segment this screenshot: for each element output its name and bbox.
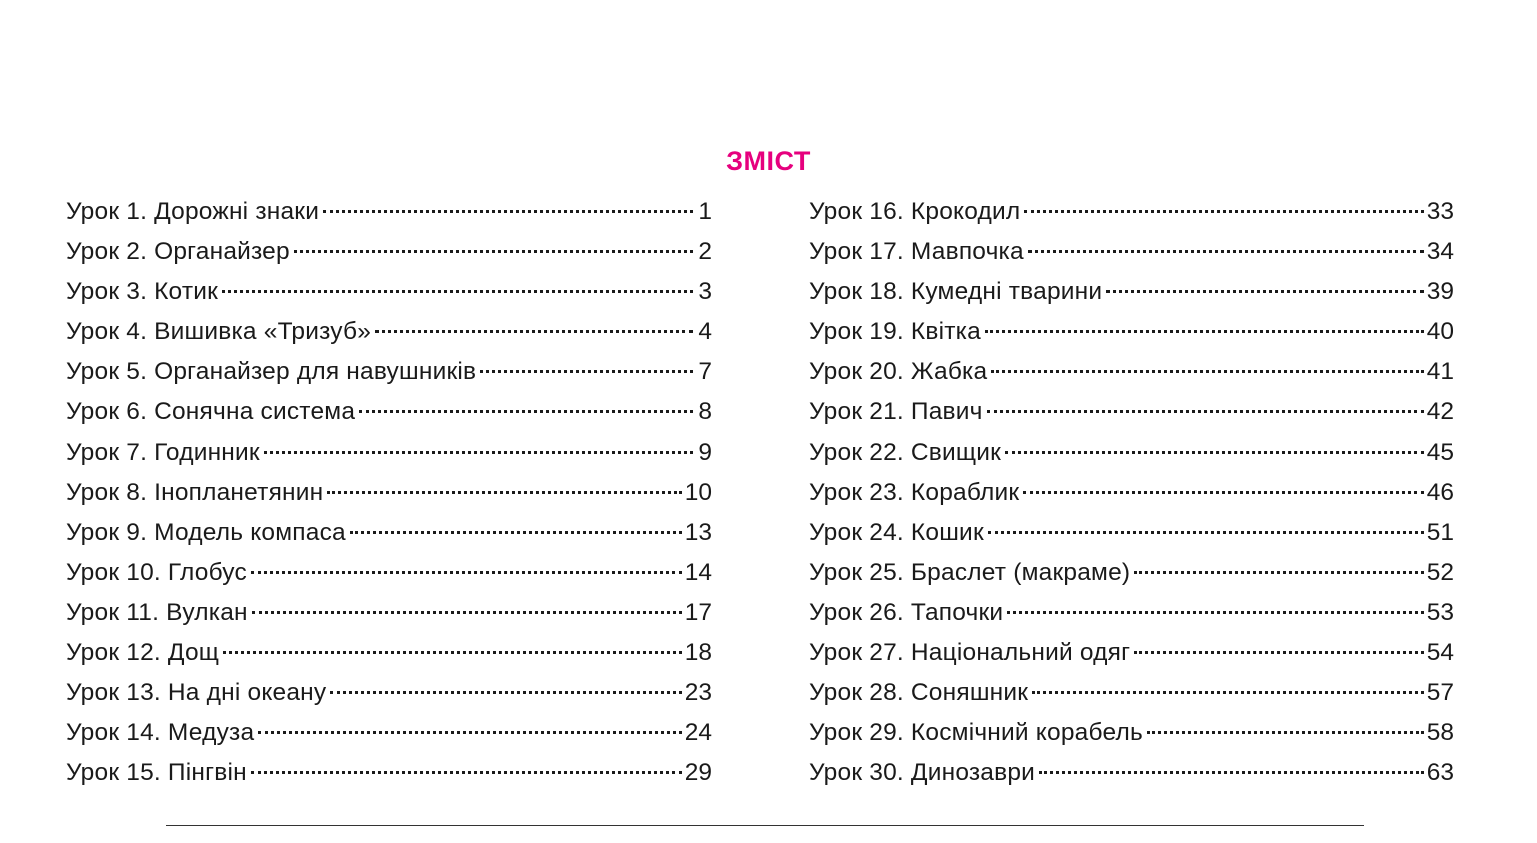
dot-leader — [1134, 571, 1423, 574]
toc-entry-page-number: 52 — [1426, 558, 1454, 586]
toc-right-column — [809, 192, 1454, 793]
toc-entry-page-number: 45 — [1426, 438, 1454, 466]
toc-entry-title: Урок 27. Національний одяг — [809, 639, 1131, 667]
dot-leader — [222, 290, 693, 293]
toc-entry-page-number: 14 — [684, 558, 712, 586]
toc-entry-title: Урок 23. Кораблик — [809, 478, 1020, 506]
dot-leader — [251, 771, 682, 774]
dot-leader — [323, 210, 693, 213]
toc-entry[interactable] — [66, 312, 712, 352]
toc-entry-title: Урок 30. Динозаври — [809, 759, 1036, 787]
toc-entry-page-number: 58 — [1426, 719, 1454, 747]
toc-entry-page-number: 40 — [1426, 318, 1454, 346]
toc-entry-page-number: 34 — [1426, 238, 1454, 266]
toc-entry[interactable] — [66, 633, 712, 673]
toc-entry-title: Урок 3. Котик — [66, 278, 219, 306]
toc-entry-title: Урок 13. На дні океану — [66, 679, 327, 707]
toc-entry[interactable] — [809, 272, 1454, 312]
toc-entry-title: Урок 19. Квітка — [809, 318, 981, 346]
toc-entry[interactable] — [66, 232, 712, 272]
toc-entry[interactable] — [66, 433, 712, 473]
toc-entry-page-number: 57 — [1426, 679, 1454, 707]
toc-entry-title: Урок 17. Мавпочка — [809, 238, 1024, 266]
toc-title: ЗМІСТ — [726, 146, 811, 176]
toc-entry-title: Урок 5. Органайзер для навушників — [66, 358, 477, 386]
dot-leader — [375, 330, 693, 333]
toc-entry-title: Урок 16. Крокодил — [809, 198, 1021, 225]
toc-entry-page-number: 8 — [698, 398, 712, 426]
toc-entry-title: Урок 24. Кошик — [809, 518, 984, 546]
dot-leader — [258, 731, 681, 734]
dot-leader — [480, 370, 693, 373]
toc-entry-page-number: 53 — [1426, 598, 1454, 626]
toc-entry[interactable] — [809, 673, 1454, 713]
toc-entry-title: Урок 10. Глобус — [66, 558, 247, 586]
dot-leader — [988, 531, 1424, 534]
toc-entry-page-number: 13 — [684, 518, 712, 546]
toc-entry-title: Урок 18. Кумедні тварини — [809, 278, 1103, 306]
toc-entry[interactable] — [66, 352, 712, 392]
toc-entry[interactable] — [809, 713, 1454, 753]
toc-entry-page-number: 18 — [684, 639, 712, 667]
toc-entry-title: Урок 26. Тапочки — [809, 598, 1004, 626]
toc-entry-title: Урок 28. Соняшник — [809, 679, 1029, 707]
toc-left-column — [66, 192, 712, 793]
toc-entry-page-number: 54 — [1426, 639, 1454, 667]
toc-entry[interactable] — [809, 192, 1454, 232]
toc-entry-page-number: 9 — [698, 438, 712, 466]
dot-leader — [991, 370, 1423, 373]
toc-entry[interactable] — [809, 473, 1454, 513]
toc-entry[interactable] — [66, 713, 712, 753]
toc-entry-title: Урок 14. Медуза — [66, 719, 255, 747]
dot-leader — [350, 531, 682, 534]
toc-entry[interactable] — [66, 593, 712, 633]
toc-entry[interactable] — [809, 232, 1454, 272]
toc-entry-title: Урок 11. Вулкан — [66, 598, 248, 626]
toc-entry-title: Урок 22. Свищик — [809, 438, 1002, 466]
dot-leader — [987, 410, 1424, 413]
dot-leader — [1007, 611, 1423, 614]
toc-entry-page-number: 51 — [1426, 518, 1454, 546]
toc-entry[interactable] — [66, 753, 712, 793]
dot-leader — [1023, 491, 1423, 494]
dot-leader — [1005, 451, 1424, 454]
toc-entry-page-number: 39 — [1426, 278, 1454, 306]
dot-leader — [251, 571, 682, 574]
toc-entry-page-number: 42 — [1426, 398, 1454, 426]
dot-leader — [327, 491, 681, 494]
toc-entry[interactable] — [809, 593, 1454, 633]
toc-entry[interactable] — [66, 392, 712, 432]
dot-leader — [264, 451, 693, 454]
toc-entry-title: Урок 21. Павич — [809, 398, 983, 426]
toc-entry[interactable] — [809, 753, 1454, 793]
toc-entry-title: Урок 25. Браслет (макраме) — [809, 558, 1131, 586]
toc-entry-page-number: 4 — [698, 318, 712, 346]
toc-entry-title: Урок 20. Жабка — [809, 358, 988, 386]
toc-entry-title: Урок 2. Органайзер — [66, 238, 290, 266]
toc-entry-title: Урок 4. Вишивка «Тризуб» — [66, 318, 372, 346]
toc-entry-page-number: 2 — [698, 238, 712, 266]
toc-entry-page-number: 63 — [1426, 759, 1454, 787]
dot-leader — [223, 651, 682, 654]
toc-entry-page-number: 29 — [684, 759, 712, 787]
toc-entry-page-number: 17 — [684, 598, 712, 626]
toc-entry-page-number: 3 — [698, 278, 712, 306]
bottom-divider — [166, 825, 1364, 826]
dot-leader — [1106, 290, 1423, 293]
toc-entry-title: Урок 1. Дорожні знаки — [66, 198, 320, 225]
toc-entry-page-number: 1 — [698, 198, 712, 225]
toc-entry-page-number: 10 — [684, 478, 712, 506]
dot-leader — [985, 330, 1424, 333]
dot-leader — [294, 250, 693, 253]
dot-leader — [1028, 250, 1424, 253]
toc-entry-title: Урок 9. Модель компаса — [66, 518, 346, 546]
dot-leader — [359, 410, 693, 413]
toc-entry-title: Урок 6. Сонячна система — [66, 398, 356, 426]
dot-leader — [330, 691, 681, 694]
toc-entry[interactable] — [809, 392, 1454, 432]
toc-entry-page-number: 41 — [1426, 358, 1454, 386]
toc-entry[interactable] — [809, 513, 1454, 553]
dot-leader — [1039, 771, 1424, 774]
dot-leader — [252, 611, 682, 614]
dot-leader — [1147, 731, 1424, 734]
toc-entry[interactable] — [809, 553, 1454, 593]
toc-entry[interactable] — [809, 312, 1454, 352]
toc-entry[interactable] — [66, 473, 712, 513]
dot-leader — [1032, 691, 1424, 694]
toc-entry-page-number: 23 — [684, 679, 712, 707]
toc-entry-page-number: 24 — [684, 719, 712, 747]
toc-entry-title: Урок 12. Дощ — [66, 639, 220, 667]
toc-entry-title: Урок 7. Годинник — [66, 438, 260, 466]
toc-entry[interactable] — [809, 633, 1454, 673]
toc-entry[interactable] — [809, 433, 1454, 473]
toc-entry[interactable] — [66, 553, 712, 593]
dot-leader — [1134, 651, 1423, 654]
dot-leader — [1024, 210, 1423, 213]
toc-entry[interactable] — [66, 513, 712, 553]
toc-entry-page-number: 7 — [698, 358, 712, 386]
toc-entry-title: Урок 29. Космічний корабель — [809, 719, 1143, 747]
toc-entry[interactable] — [66, 192, 712, 232]
toc-entry-page-number: 33 — [1426, 198, 1454, 225]
toc-entry[interactable] — [66, 272, 712, 312]
toc-entry-page-number: 46 — [1426, 478, 1454, 506]
toc-entry-title: Урок 15. Пінгвін — [66, 759, 247, 787]
toc-entry-title: Урок 8. Інопланетянин — [66, 478, 324, 506]
toc-entry[interactable] — [809, 352, 1454, 392]
toc-entry[interactable] — [66, 673, 712, 713]
